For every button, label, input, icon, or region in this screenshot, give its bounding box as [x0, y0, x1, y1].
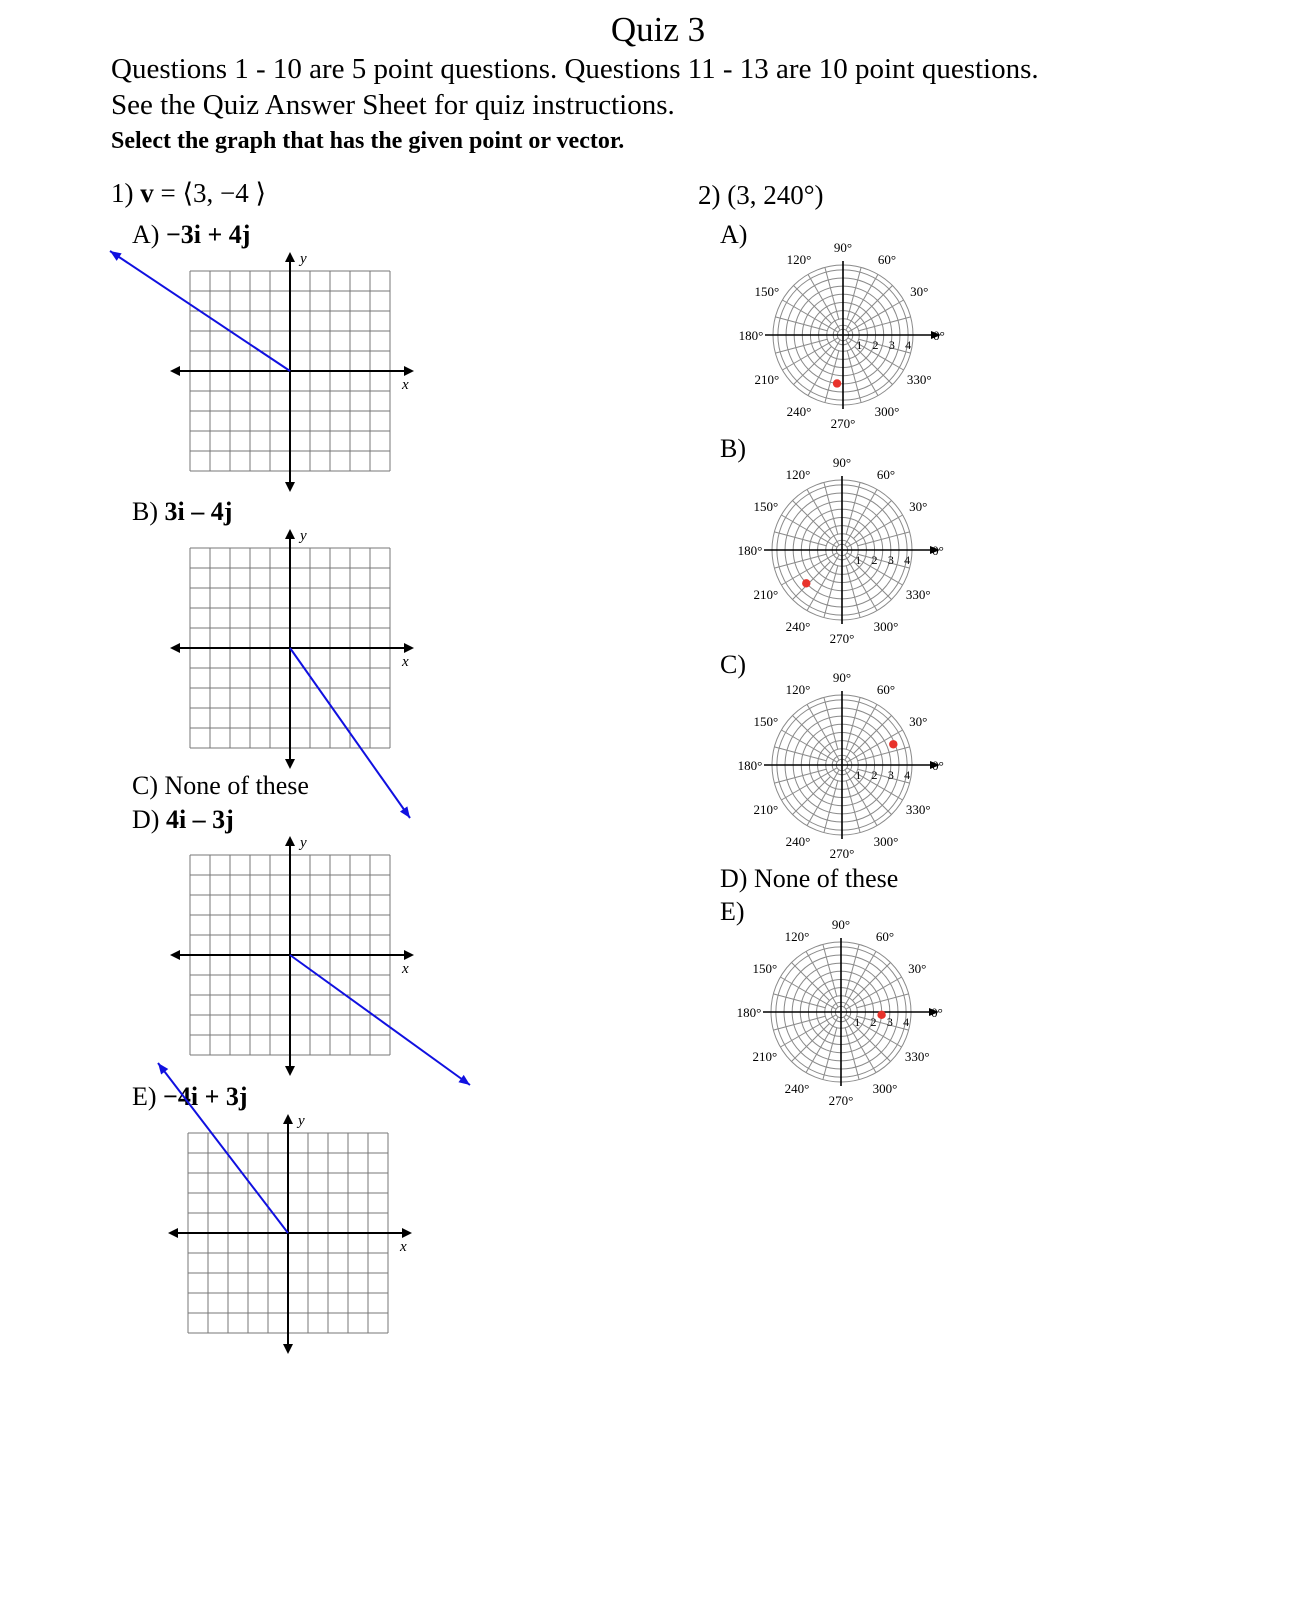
vector-arrowhead [110, 251, 122, 261]
polar-spoke [824, 781, 838, 833]
polar-spoke [858, 554, 910, 568]
q1-option-d-letter: D) [132, 805, 160, 834]
angle-label: 120° [785, 681, 811, 697]
radius-label: 4 [905, 338, 912, 352]
x-axis-left-arrow [168, 1228, 178, 1238]
angle-label: 330° [905, 802, 931, 817]
quiz-title: Quiz 3 [610, 10, 706, 49]
angle-label: 300° [873, 619, 899, 635]
angle-label: 120° [784, 928, 810, 944]
instructions-line-1: Questions 1 - 10 are 5 point questions. Questions 11 - 13 are 10 point questions. [111, 53, 1039, 85]
angle-label: 0° [931, 1005, 943, 1020]
polar-spoke [774, 554, 826, 568]
polar-spoke [847, 267, 861, 319]
polar-spoke [775, 317, 827, 331]
polar-spoke [846, 781, 860, 833]
radius-label: 1 [855, 553, 862, 567]
q2-option-e[interactable]: E) [720, 897, 745, 926]
polar-spoke [846, 482, 860, 534]
polar-spoke [824, 697, 838, 749]
angle-label: 0° [932, 543, 944, 558]
y-axis-bottom-arrow [285, 759, 295, 769]
q1-graph-e[interactable] [168, 1110, 428, 1360]
angle-label: 150° [753, 499, 779, 514]
angle-label: 0° [932, 758, 944, 773]
angle-label: 240° [784, 1081, 810, 1097]
y-axis-top-arrow [283, 1114, 293, 1124]
angle-label: 330° [906, 372, 932, 387]
angle-label: 30° [909, 499, 928, 514]
radius-label: 2 [871, 553, 878, 567]
angle-label: 150° [752, 961, 778, 976]
y-axis-top-arrow [285, 836, 295, 846]
angle-label: 60° [877, 251, 897, 267]
polar-spoke [859, 317, 911, 331]
angle-label: 210° [753, 802, 779, 817]
polar-spoke [858, 747, 910, 761]
radius-label: 3 [886, 1015, 893, 1029]
polar-spoke [845, 1028, 859, 1080]
plotted-point [889, 740, 897, 748]
angle-label: 120° [785, 466, 811, 482]
angle-label: 180° [736, 1005, 762, 1020]
polar-spoke [825, 351, 839, 403]
q1-option-a[interactable] [132, 220, 250, 250]
angle-label: 30° [909, 714, 928, 729]
q2-option-c[interactable]: C) [720, 650, 746, 679]
angle-label: 210° [752, 1049, 778, 1064]
x-axis-label: x [400, 1239, 407, 1255]
angle-label: 150° [754, 284, 780, 299]
angle-label: 180° [737, 758, 763, 773]
q1-option-a-letter: A) [132, 220, 160, 249]
angle-label: 0° [933, 328, 945, 343]
q2-graph-b[interactable] [737, 453, 959, 653]
polar-spoke [859, 339, 911, 353]
radius-label: 4 [903, 1015, 910, 1029]
angle-label: 60° [876, 681, 896, 697]
polar-spoke [858, 532, 910, 546]
angle-label: 270° [829, 846, 855, 861]
angle-label: 240° [785, 834, 811, 850]
y-axis-bottom-arrow [285, 1066, 295, 1076]
question-2-number: 2) [698, 180, 721, 210]
q1-option-b-expr: 3i – 4j [164, 497, 233, 526]
polar-spoke [846, 566, 860, 618]
q2-graph-c[interactable] [737, 668, 959, 868]
angle-label: 90° [831, 917, 851, 932]
radius-label: 3 [887, 768, 894, 782]
vector-arrowhead [400, 806, 410, 818]
q1-option-b[interactable] [132, 497, 232, 527]
radius-label: 1 [856, 338, 863, 352]
plotted-point [833, 379, 841, 387]
y-axis-bottom-arrow [285, 482, 295, 492]
radius-label: 2 [870, 1015, 877, 1029]
vector-arrowhead [458, 1075, 470, 1085]
polar-spoke [847, 351, 861, 403]
q1-option-b-letter: B) [132, 497, 158, 526]
angle-label: 300° [872, 1081, 898, 1097]
angle-label: 270° [828, 1093, 854, 1108]
polar-spoke [825, 267, 839, 319]
instructions-line-3: Select the graph that has the given point or vector. [111, 128, 625, 154]
x-axis-right-arrow [404, 950, 414, 960]
plotted-point [802, 579, 810, 587]
q2-graph-a[interactable] [738, 238, 960, 438]
y-axis-top-arrow [285, 529, 295, 539]
polar-spoke [823, 1028, 837, 1080]
x-axis-label: x [402, 961, 409, 977]
q1-option-c[interactable] [132, 771, 309, 801]
radius-label: 3 [887, 553, 894, 567]
angle-label: 90° [833, 240, 853, 255]
q1-option-d-expr: 4i – 3j [165, 805, 234, 834]
polar-spoke [773, 994, 825, 1008]
q1-option-e-letter: E) [132, 1082, 157, 1111]
radius-label: 1 [854, 1015, 861, 1029]
angle-label: 210° [754, 372, 780, 387]
radius-label: 3 [888, 338, 895, 352]
angle-label: 30° [910, 284, 929, 299]
instructions-line-2: See the Quiz Answer Sheet for quiz instructions. [111, 89, 675, 121]
angle-label: 60° [875, 928, 895, 944]
polar-spoke [824, 566, 838, 618]
y-axis-label: y [300, 251, 307, 267]
angle-label: 330° [905, 587, 931, 602]
q1-option-e[interactable] [132, 1082, 248, 1112]
polar-spoke [775, 339, 827, 353]
y-axis-label: y [298, 1113, 305, 1129]
radius-label: 4 [904, 768, 911, 782]
q1-option-c-expr: None of these [164, 771, 309, 800]
polar-spoke [774, 769, 826, 783]
angle-label: 30° [908, 961, 927, 976]
angle-label: 210° [753, 587, 779, 602]
plotted-point [877, 1011, 885, 1019]
q2-option-d-letter: D) [720, 864, 748, 893]
q1-graph-d[interactable] [170, 832, 430, 1082]
question-1-vector-name: v [140, 178, 154, 208]
x-axis-right-arrow [404, 366, 414, 376]
x-axis-right-arrow [402, 1228, 412, 1238]
question-1-vector-value: = ⟨3, −4 ⟩ [153, 178, 267, 208]
q1-graph-a[interactable] [170, 248, 430, 498]
vector-arrowhead [158, 1063, 168, 1074]
q1-option-c-letter: C) [132, 771, 158, 800]
angle-label: 270° [830, 416, 856, 431]
q2-graph-e[interactable] [736, 915, 958, 1115]
x-axis-left-arrow [170, 950, 180, 960]
polar-spoke [845, 944, 859, 996]
polar-spoke [846, 697, 860, 749]
question-1-label [111, 178, 266, 209]
polar-spoke [857, 994, 909, 1008]
polar-spoke [773, 1016, 825, 1030]
q2-option-a[interactable]: A) [720, 220, 748, 249]
q2-option-d[interactable] [720, 864, 898, 894]
radius-label: 4 [904, 553, 911, 567]
angle-label: 90° [832, 455, 852, 470]
y-axis-top-arrow [285, 252, 295, 262]
radius-label: 2 [872, 338, 879, 352]
polar-spoke [824, 482, 838, 534]
angle-label: 60° [876, 466, 896, 482]
angle-label: 120° [786, 251, 812, 267]
angle-label: 180° [737, 543, 763, 558]
q2-option-d-text: None of these [753, 864, 899, 893]
angle-label: 300° [873, 834, 899, 850]
q1-option-a-expr: −3i + 4j [165, 220, 251, 249]
angle-label: 240° [786, 404, 812, 420]
angle-label: 270° [829, 631, 855, 646]
x-axis-label: x [402, 377, 409, 393]
x-axis-left-arrow [170, 643, 180, 653]
q1-option-e-expr: −4i + 3j [163, 1082, 248, 1111]
x-axis-label: x [402, 654, 409, 670]
polar-spoke [823, 944, 837, 996]
angle-label: 240° [785, 619, 811, 635]
angle-label: 300° [874, 404, 900, 420]
angle-label: 150° [753, 714, 779, 729]
polar-spoke [774, 747, 826, 761]
radius-label: 2 [871, 768, 878, 782]
question-2-point: (3, 240°) [727, 180, 824, 210]
q1-graph-b[interactable] [170, 525, 430, 775]
q1-option-d[interactable] [132, 805, 234, 835]
angle-label: 330° [904, 1049, 930, 1064]
y-axis-label: y [300, 528, 307, 544]
question-1-number: 1) [111, 178, 134, 208]
question-2-label [698, 180, 824, 211]
angle-label: 90° [832, 670, 852, 685]
y-axis-bottom-arrow [283, 1344, 293, 1354]
polar-spoke [774, 532, 826, 546]
x-axis-right-arrow [404, 643, 414, 653]
x-axis-left-arrow [170, 366, 180, 376]
y-axis-label: y [300, 835, 307, 851]
q2-option-b[interactable]: B) [720, 434, 746, 463]
polar-spoke [858, 769, 910, 783]
angle-label: 180° [738, 328, 764, 343]
radius-label: 1 [855, 768, 862, 782]
